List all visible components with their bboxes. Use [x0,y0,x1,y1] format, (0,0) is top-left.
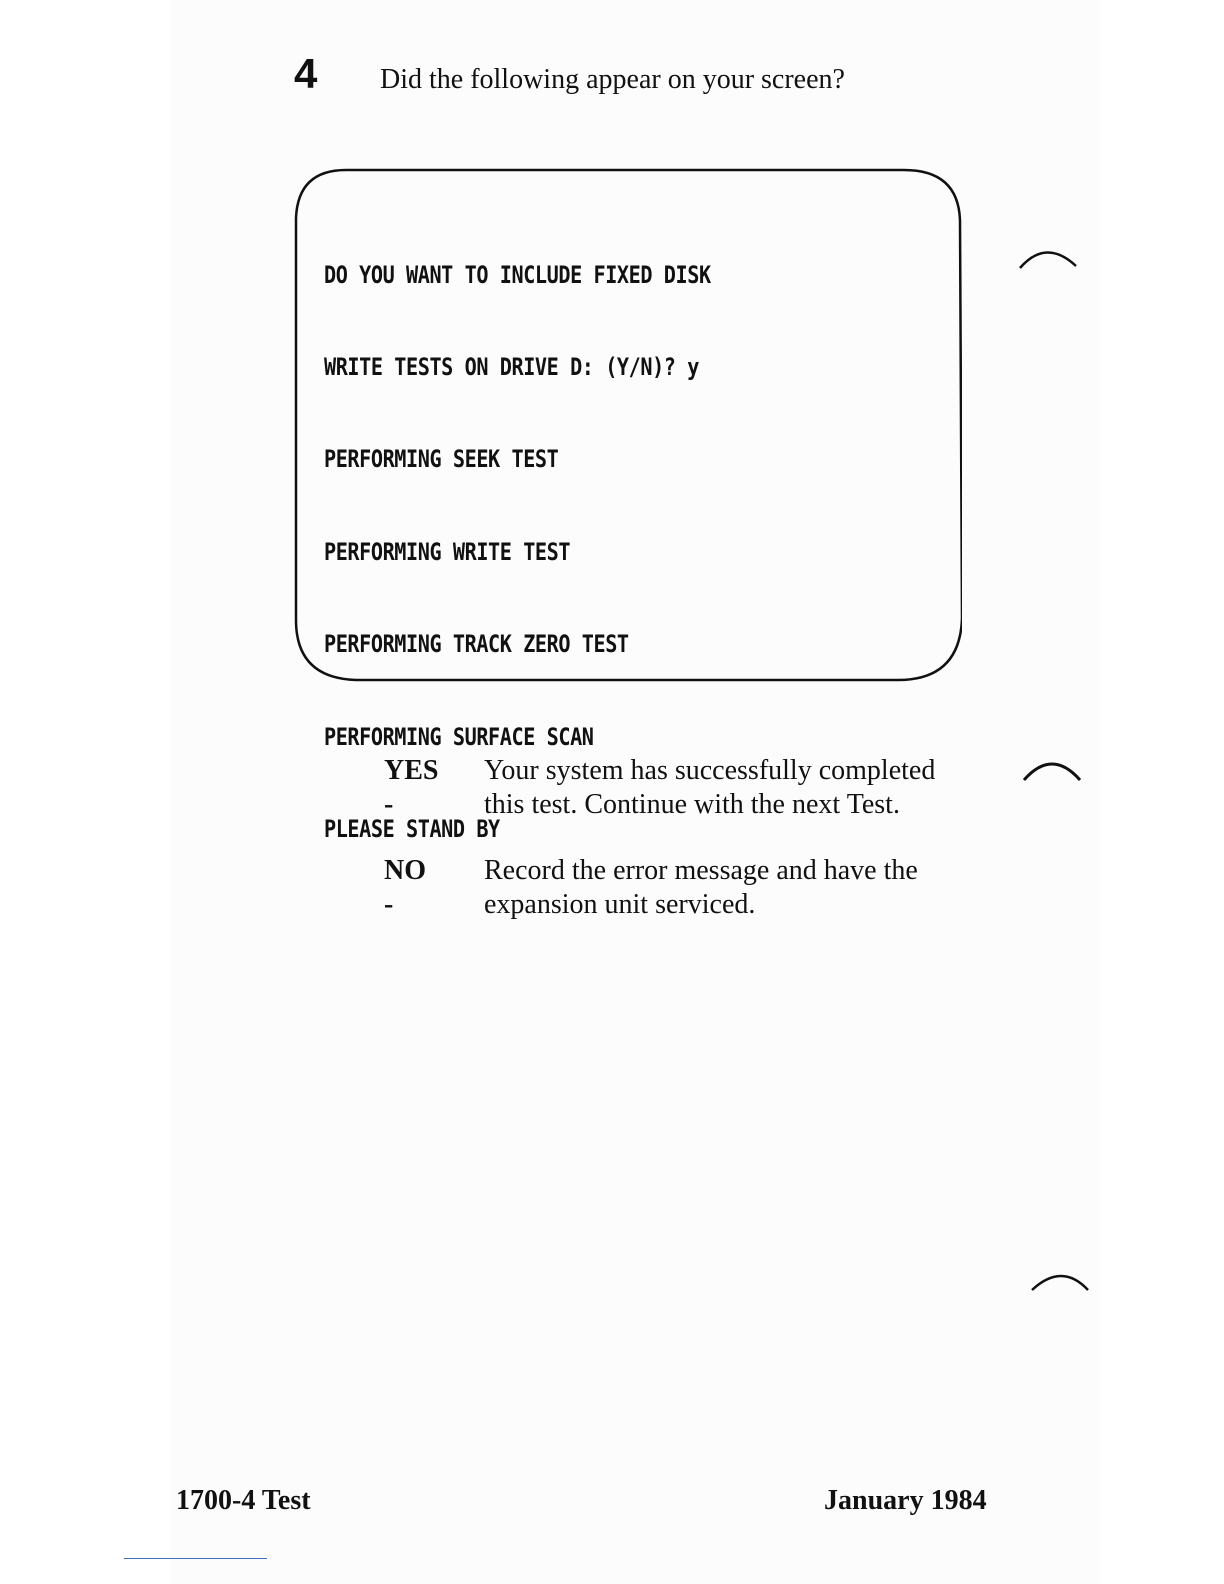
answer-yes-text [484,754,1004,822]
screen-line: PERFORMING WRITE TEST [324,537,571,566]
answer-no-text [484,854,1004,922]
screen-line: PLEASE STAND BY [324,814,500,843]
screen-line: WRITE TESTS ON DRIVE D: (Y/N)? y [324,352,699,381]
binder-ring-mark [1020,752,1084,784]
bottom-rule [124,1558,267,1559]
screen-line: PERFORMING SEEK TEST [324,445,559,474]
step-question: Did the following appear on your screen? [380,64,845,95]
answer-no-line: Record the error message and have the [484,855,918,886]
step-number: 4 [294,50,318,97]
screen-line: DO YOU WANT TO INCLUDE FIXED DISK [324,260,711,289]
binder-ring-mark [1016,240,1080,272]
footer-date: January 1984 [824,1485,987,1516]
answer-yes-label: YES - [384,755,439,820]
answer-yes-line: Your system has successfully completed [484,755,936,786]
answer-no-line: expansion unit serviced. [484,889,756,920]
footer-page-id: 1700-4 Test [176,1485,311,1516]
answer-no-label: NO - [384,855,426,920]
binder-ring-mark [1028,1262,1092,1294]
answer-yes-line: this test. Continue with the next Test. [484,789,900,820]
screen-line: PERFORMING SURFACE SCAN [324,722,594,751]
screen-line: PERFORMING TRACK ZERO TEST [324,630,629,659]
